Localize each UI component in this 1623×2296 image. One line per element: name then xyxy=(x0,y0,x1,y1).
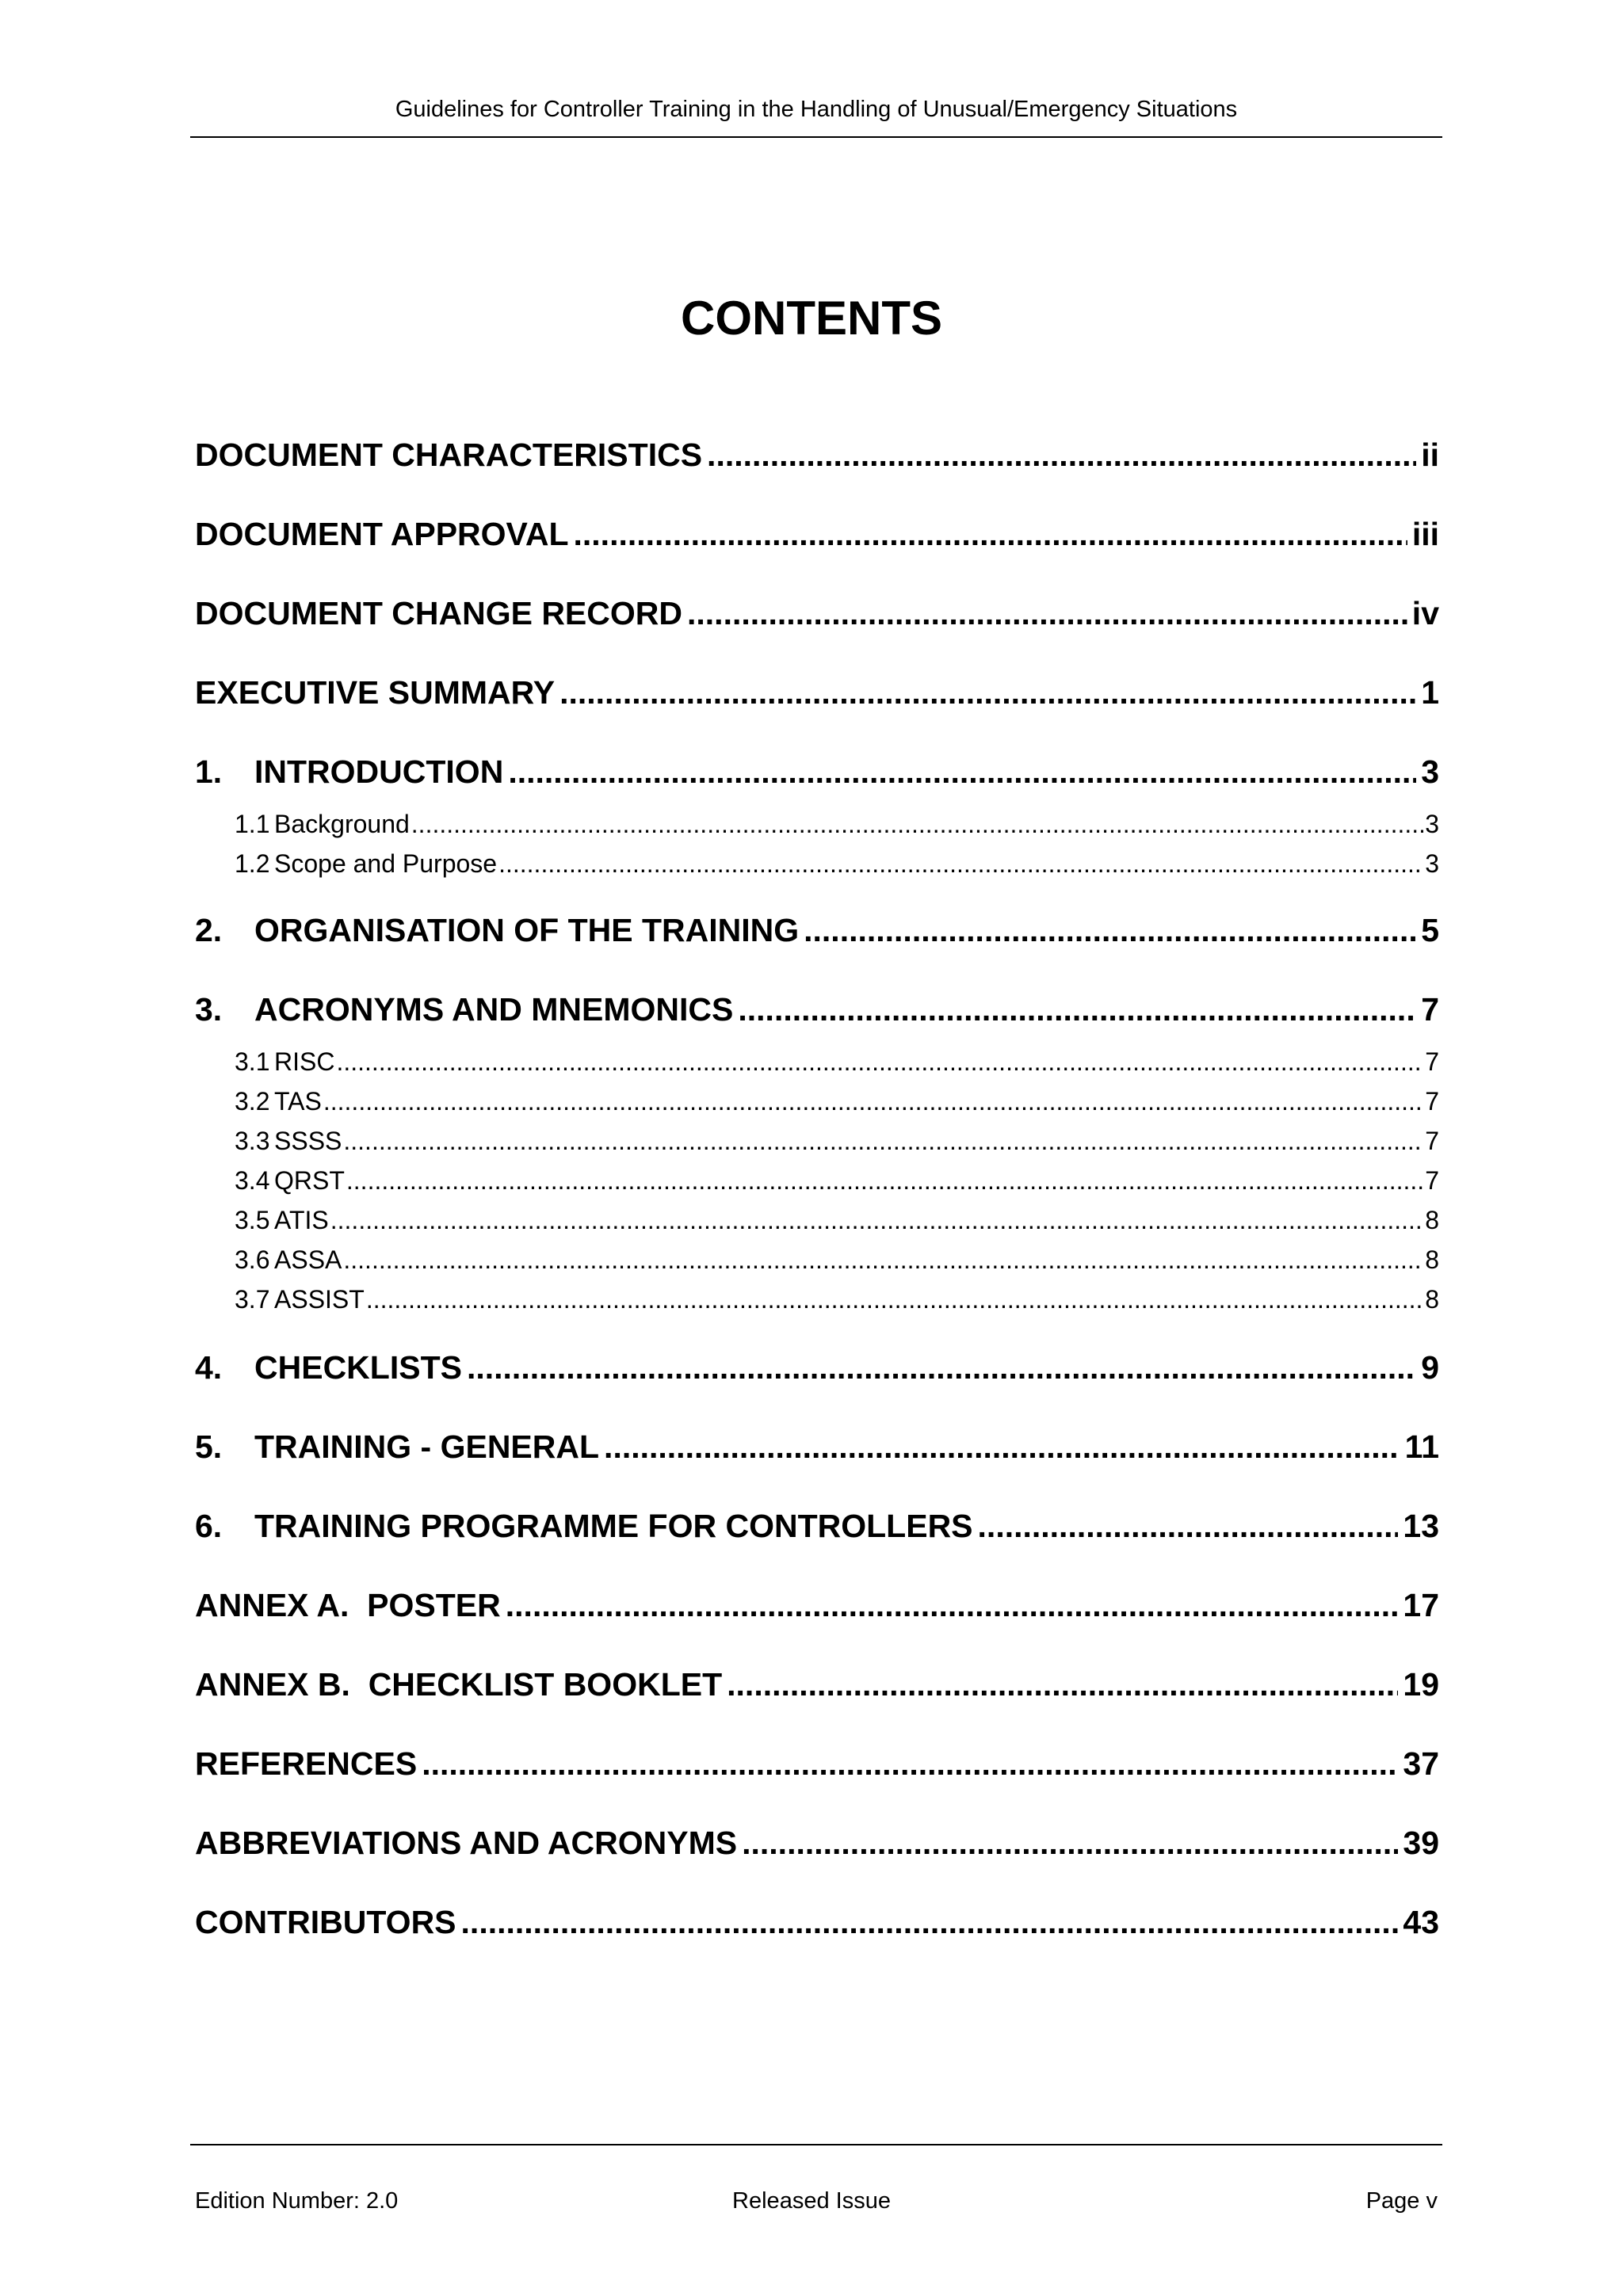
toc-subentry[interactable] xyxy=(195,1282,1439,1317)
toc-subentry[interactable] xyxy=(195,1163,1439,1198)
toc-entry-label: DOCUMENT CHANGE RECORD xyxy=(195,595,682,631)
toc-entry-number: 4. xyxy=(195,1349,223,1386)
toc-entry-label: SSSS xyxy=(274,1127,342,1155)
toc-entry-number: 3.4 xyxy=(235,1166,270,1195)
toc-entry-label: ASSIST xyxy=(274,1285,365,1314)
toc-entry-page: 8 xyxy=(1425,1206,1439,1234)
toc-entry-label: Scope and Purpose xyxy=(274,849,498,878)
toc-entry-page: 19 xyxy=(1403,1666,1439,1703)
toc-entry-label: TRAINING PROGRAMME FOR CONTROLLERS xyxy=(254,1508,973,1544)
toc-entry-number: 1.1 xyxy=(235,810,270,838)
toc-entry-label: TAS xyxy=(274,1087,322,1116)
toc-dot-leader xyxy=(498,846,1423,881)
toc-dot-leader xyxy=(687,591,1407,635)
toc-entry[interactable] xyxy=(195,591,1439,635)
toc-entry-label: EXECUTIVE SUMMARY xyxy=(195,674,556,711)
toc-entry-number: 3.6 xyxy=(235,1245,270,1274)
toc-subentry[interactable] xyxy=(195,1203,1439,1238)
toc-entry-number: 3.1 xyxy=(235,1047,270,1076)
toc-entry-page: 7 xyxy=(1421,991,1439,1028)
toc-dot-leader xyxy=(343,1242,1423,1277)
toc-entry-page: 8 xyxy=(1425,1285,1439,1314)
toc-entry[interactable] xyxy=(195,1662,1439,1707)
footer-edition: Edition Number: 2.0 xyxy=(195,2188,399,2214)
footer-status: Released Issue xyxy=(732,2188,891,2214)
toc-dot-leader xyxy=(707,433,1416,477)
toc-entry[interactable] xyxy=(195,670,1439,715)
toc-dot-leader xyxy=(336,1044,1423,1079)
toc-entry-number: 6. xyxy=(195,1508,223,1544)
toc-entry-page: 1 xyxy=(1421,674,1439,711)
toc-entry-label: ACRONYMS AND MNEMONICS xyxy=(254,991,734,1028)
toc-entry-page: iv xyxy=(1411,595,1439,631)
toc-entry-page: 5 xyxy=(1421,912,1439,948)
toc-entry[interactable] xyxy=(195,1583,1439,1627)
toc-entry[interactable] xyxy=(195,749,1439,794)
toc-entry[interactable] xyxy=(195,512,1439,556)
toc-entry-page: 7 xyxy=(1425,1166,1439,1195)
toc-entry[interactable] xyxy=(195,1900,1439,1944)
toc-entry-page: 43 xyxy=(1403,1904,1439,1940)
toc-entry-number: 1. xyxy=(195,753,223,790)
toc-entry[interactable] xyxy=(195,1425,1439,1469)
toc-subentry[interactable] xyxy=(195,846,1439,881)
toc-entry-label: ANNEX B. CHECKLIST BOOKLET xyxy=(195,1666,723,1703)
toc-entry-number: 3. xyxy=(195,991,223,1028)
toc-entry[interactable] xyxy=(195,987,1439,1032)
toc-dot-leader xyxy=(411,807,1423,841)
toc-entry-page: 13 xyxy=(1403,1508,1439,1544)
toc-entry-page: 9 xyxy=(1421,1349,1439,1386)
toc-entry-page: ii xyxy=(1421,437,1439,473)
toc-dot-leader xyxy=(461,1900,1399,1944)
toc-entry-page: 11 xyxy=(1404,1428,1439,1465)
toc-dot-leader xyxy=(727,1662,1398,1707)
toc-entry-page: 7 xyxy=(1425,1047,1439,1076)
toc-entry-label: DOCUMENT CHARACTERISTICS xyxy=(195,437,703,473)
toc-dot-leader xyxy=(604,1425,1400,1469)
toc-subentry[interactable] xyxy=(195,807,1439,841)
footer-page-number: Page v xyxy=(1365,2188,1438,2214)
toc-entry-page: 3 xyxy=(1421,753,1439,790)
toc-entry-number: 3.7 xyxy=(235,1285,270,1314)
toc-dot-leader xyxy=(804,908,1416,952)
toc-subentry[interactable] xyxy=(195,1123,1439,1158)
toc-dot-leader xyxy=(508,749,1416,794)
toc-entry-label: ASSA xyxy=(274,1245,342,1274)
toc-dot-leader xyxy=(574,512,1407,556)
toc-entry[interactable] xyxy=(195,908,1439,952)
toc-entry-label: QRST xyxy=(274,1166,345,1195)
toc-subentry[interactable] xyxy=(195,1044,1439,1079)
toc-entry-label: INTRODUCTION xyxy=(254,753,504,790)
toc-entry-label: CONTRIBUTORS xyxy=(195,1904,456,1940)
toc-entry-label: TRAINING - GENERAL xyxy=(254,1428,600,1465)
toc-entry-page: 7 xyxy=(1425,1127,1439,1155)
toc-entry-page: 39 xyxy=(1403,1825,1439,1861)
toc-dot-leader xyxy=(330,1203,1423,1238)
toc-entry-page: 17 xyxy=(1403,1587,1439,1623)
toc-entry[interactable] xyxy=(195,1504,1439,1548)
toc-dot-leader xyxy=(467,1345,1416,1390)
toc-entry-label: ANNEX A. POSTER xyxy=(195,1587,501,1623)
toc-entry-number: 1.2 xyxy=(235,849,270,878)
toc-entry-page: 3 xyxy=(1425,810,1439,838)
toc-entry-label: ATIS xyxy=(274,1206,329,1234)
footer-rule xyxy=(190,2144,1442,2145)
toc-entry-page: 37 xyxy=(1403,1745,1439,1782)
toc-entry[interactable] xyxy=(195,1821,1439,1865)
toc-dot-leader xyxy=(343,1123,1423,1158)
toc-entry-label: ABBREVIATIONS AND ACRONYMS xyxy=(195,1825,738,1861)
toc-entry-number: 3.2 xyxy=(235,1087,270,1116)
toc-dot-leader xyxy=(559,670,1416,715)
running-header: Guidelines for Controller Training in the Handling of Unusual/Emergency Situations xyxy=(395,97,1238,122)
toc-entry[interactable] xyxy=(195,1741,1439,1786)
toc-dot-leader xyxy=(506,1583,1399,1627)
toc-entry-number: 3.3 xyxy=(235,1127,270,1155)
toc-entry[interactable] xyxy=(195,433,1439,477)
toc-entry-number: 3.5 xyxy=(235,1206,270,1234)
toc-dot-leader xyxy=(366,1282,1423,1317)
toc-entry-label: RISC xyxy=(274,1047,335,1076)
toc-dot-leader xyxy=(323,1084,1423,1119)
header-rule xyxy=(190,136,1442,138)
toc-entry-label: Background xyxy=(274,810,410,838)
toc-dot-leader xyxy=(742,1821,1398,1865)
toc-dot-leader xyxy=(738,987,1416,1032)
toc-entry-label: CHECKLISTS xyxy=(254,1349,462,1386)
toc-entry-number: 5. xyxy=(195,1428,223,1465)
toc-dot-leader xyxy=(978,1504,1399,1548)
toc-entry-label: REFERENCES xyxy=(195,1745,418,1782)
toc-subentry[interactable] xyxy=(195,1242,1439,1277)
toc-entry[interactable] xyxy=(195,1345,1439,1390)
toc-dot-leader xyxy=(422,1741,1398,1786)
toc-entry-page: 7 xyxy=(1425,1087,1439,1116)
toc-entry-label: DOCUMENT APPROVAL xyxy=(195,516,569,552)
toc-entry-page: 3 xyxy=(1425,849,1439,878)
toc-entry-page: iii xyxy=(1411,516,1439,552)
toc-entry-page: 8 xyxy=(1425,1245,1439,1274)
toc-entry-label: ORGANISATION OF THE TRAINING xyxy=(254,912,800,948)
toc-entry-number: 2. xyxy=(195,912,223,948)
toc-dot-leader xyxy=(346,1163,1423,1198)
toc-subentry[interactable] xyxy=(195,1084,1439,1119)
page-title: CONTENTS xyxy=(681,292,942,345)
